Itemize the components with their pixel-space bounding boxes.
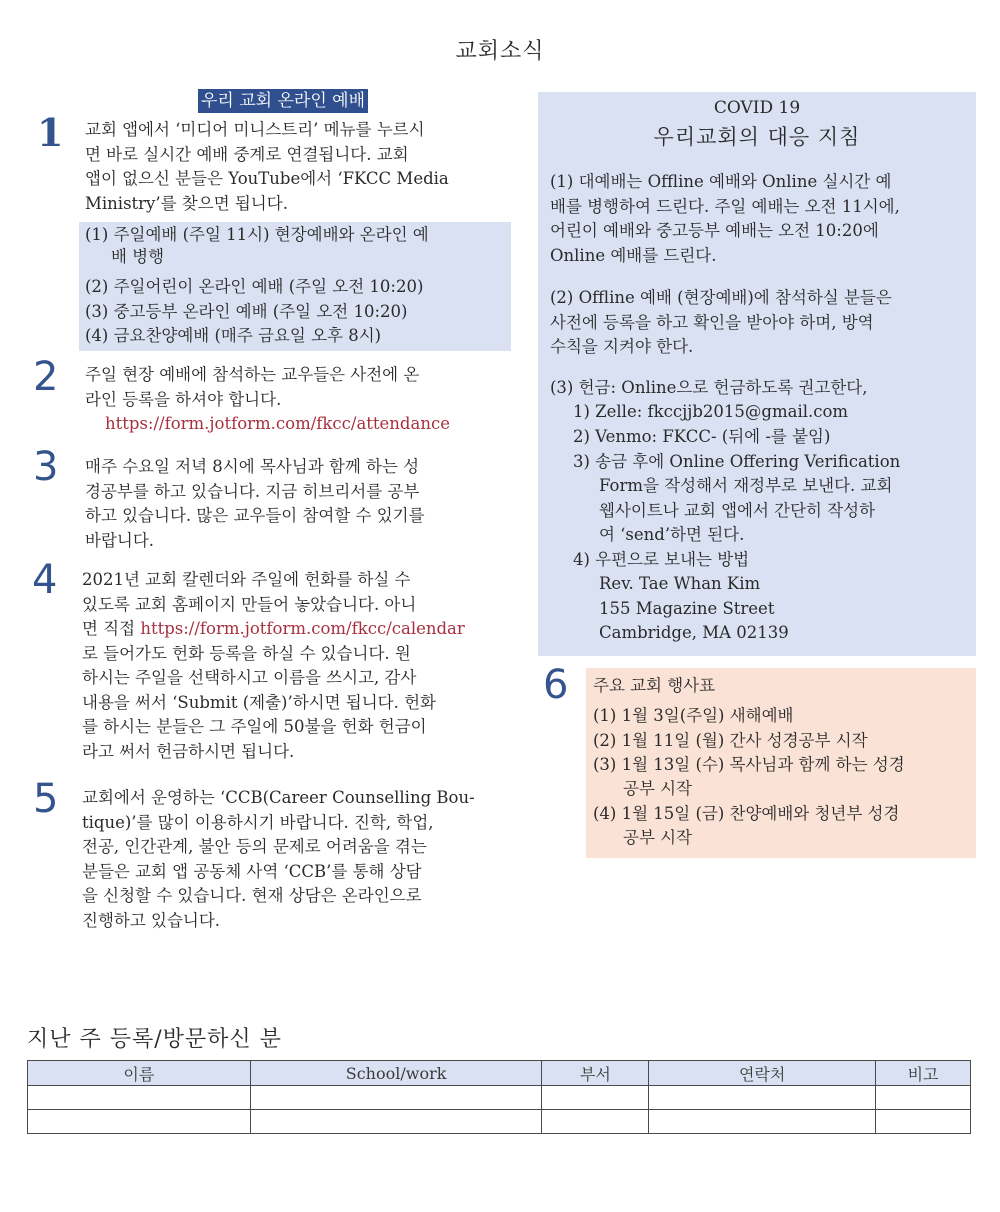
text-line: 내용을 써서 ‘Submit (제출)’하시면 됩니다. 헌화 [82, 692, 436, 712]
section-number-3: 3 [33, 444, 59, 490]
table-cell[interactable] [28, 1086, 251, 1110]
table-row [28, 1086, 971, 1110]
offering-zelle: 1) Zelle: fkccjjb2015@gmail.com [573, 402, 849, 421]
event-item: (4) 1월 15일 (금) 찬양예배와 청년부 성경 공부 시작 [593, 804, 900, 847]
covid-paragraph-3-heading: (3) 헌금: Online으로 헌금하도록 권고한다, [550, 378, 868, 397]
section1-heading: 우리 교회 온라인 예배 [198, 89, 368, 113]
table-cell[interactable] [649, 1086, 876, 1110]
visitors-table [27, 1060, 971, 1134]
text-line: Ministry’를 찾으면 됩니다. [85, 193, 288, 213]
offering-verification-cont: Form을 작성해서 재정부로 보낸다. 교회 웹사이트나 교회 앱에서 간단히 작성하 여 ‘send’하면 된다. [599, 476, 893, 544]
section5-body [82, 786, 513, 933]
list-item: (2) 주일어린이 온라인 예배 (주일 오전 10:20) [85, 277, 424, 296]
column-header-notes: 비고 [876, 1061, 971, 1086]
mailing-address: Rev. Tae Whan Kim 155 Magazine Street Cambridge, MA 02139 [599, 574, 789, 642]
covid-paragraph-2: (2) Offline 예배 (현장예배)에 참석하실 분들은 사전에 등록을 하고 확인을 받아야 하며, 방역 수칙을 지켜야 한다. [550, 288, 892, 356]
text-line: 있도록 교회 홈페이지 만들어 놓았습니다. 아니 [82, 594, 417, 614]
table-cell[interactable] [28, 1110, 251, 1134]
table-cell[interactable] [876, 1086, 971, 1110]
column-header-department: 부서 [542, 1061, 649, 1086]
text-line: 을 신청할 수 있습니다. 현재 상담은 온라인으로 [82, 886, 422, 905]
text-line: 진행하고 있습니다. [82, 910, 221, 930]
text-line: 로 들어가도 헌화 등록을 하실 수 있습니다. 원 [82, 643, 411, 663]
text-line: 2021년 교회 칼렌더와 주일에 헌화를 하실 수 [82, 570, 411, 589]
table-cell[interactable] [250, 1086, 542, 1110]
table-cell[interactable] [250, 1110, 542, 1134]
text-line: 경공부를 하고 있습니다. 지금 히브리서를 공부 [85, 481, 420, 501]
text-line: 교회에서 운영하는 ‘CCB(Career Counselling Bou- [82, 788, 475, 807]
text-line: 교회 앱에서 ‘미디어 미니스트리’ 메뉴를 누르시 [85, 120, 425, 139]
text-line: 를 하시는 분들은 그 주일에 50불을 헌화 헌금이 [82, 717, 427, 736]
section-number-2: 2 [33, 354, 59, 400]
table-header-row [28, 1061, 971, 1086]
event-item: (1) 1월 3일(주일) 새해예배 [593, 706, 794, 725]
text-line: 면 직접 https://form.jotform.com/fkcc/calendar [82, 619, 465, 638]
text-line: 라인 등록을 하셔야 합니다. [85, 389, 282, 409]
table-cell[interactable] [876, 1110, 971, 1134]
text-line: 분들은 교회 앱 공동체 사역 ‘CCB’를 통해 상담 [82, 861, 422, 881]
column-header-contact: 연락처 [649, 1061, 876, 1086]
section-number-4: 4 [32, 557, 58, 603]
text-line: 바랍니다. [85, 530, 155, 550]
list-item: (3) 중고등부 온라인 예배 (주일 오전 10:20) [85, 302, 408, 321]
table-cell[interactable] [542, 1086, 649, 1110]
section3-body [85, 455, 513, 553]
column-header-school-work: School/work [250, 1061, 542, 1086]
event-item: (3) 1월 13일 (수) 목사님과 함께 하는 성경 공부 시작 [593, 755, 905, 798]
section-number-1: 1 [37, 110, 64, 155]
covid-heading: COVID 19 [713, 98, 801, 118]
text-line: 하시는 주일을 선택하시고 이름을 쓰시고, 감사 [82, 668, 417, 687]
visitors-title: 지난 주 등록/방문하신 분 [27, 1027, 282, 1052]
section-number-5: 5 [33, 776, 59, 822]
calendar-link[interactable]: https://form.jotform.com/fkcc/calendar [140, 619, 465, 638]
text-line: 하고 있습니다. 많은 교우들이 참여할 수 있기를 [85, 506, 425, 525]
text-line: 매주 수요일 저녁 8시에 목사님과 함께 하는 성 [85, 457, 420, 476]
list-item: (1) 주일예배 (주일 11시) 현장예배와 온라인 예 배 병행 [85, 225, 429, 266]
event-item: (2) 1월 11일 (월) 간사 성경공부 시작 [593, 731, 868, 750]
page-title: 교회소식 [455, 39, 545, 64]
text-line: 면 바로 실시간 예배 중계로 연결됩니다. 교회 [85, 144, 409, 164]
table-row [28, 1110, 971, 1134]
text-line: 앱이 없으신 분들은 YouTube에서 ‘FKCC Media [85, 169, 449, 188]
covid-subheading: 우리교회의 대응 지침 [653, 125, 861, 149]
text-line: 전공, 인간관계, 불안 등의 문제로 어려움을 겪는 [82, 837, 427, 856]
events-box [586, 668, 976, 858]
section1-body [85, 118, 513, 216]
column-header-name: 이름 [28, 1061, 251, 1086]
covid-guidelines-box [538, 92, 976, 656]
events-heading: 주요 교회 행사표 [593, 676, 716, 695]
offering-venmo: 2) Venmo: FKCC- (뒤에 -를 붙임) [573, 427, 831, 446]
section2-body [85, 363, 513, 437]
text-line: 라고 써서 헌금하시면 됩니다. [82, 741, 295, 761]
online-service-list [79, 222, 511, 351]
text-line: 주일 현장 예배에 참석하는 교우들은 사전에 온 [85, 365, 420, 384]
attendance-link[interactable]: https://form.jotform.com/fkcc/attendance [105, 414, 450, 433]
table-cell[interactable] [649, 1110, 876, 1134]
table-cell[interactable] [542, 1110, 649, 1134]
offering-verification: 3) 송금 후에 Online Offering Verification [573, 452, 901, 471]
section4-body [82, 568, 513, 764]
offering-mail: 4) 우편으로 보내는 방법 [573, 550, 750, 569]
section-number-6: 6 [543, 662, 569, 708]
covid-paragraph-1: (1) 대예배는 Offline 예배와 Online 실시간 예 배를 병행하여 드린다. 주일 예배는 오전 11시에, 어린이 예배와 중고등부 예배는 오전 10:20에 Online 예배를 드린다. [550, 172, 900, 265]
list-item: (4) 금요찬양예배 (매주 금요일 오후 8시) [85, 326, 382, 345]
text-line: tique)’를 많이 이용하시기 바랍니다. 진학, 학업, [82, 812, 434, 832]
